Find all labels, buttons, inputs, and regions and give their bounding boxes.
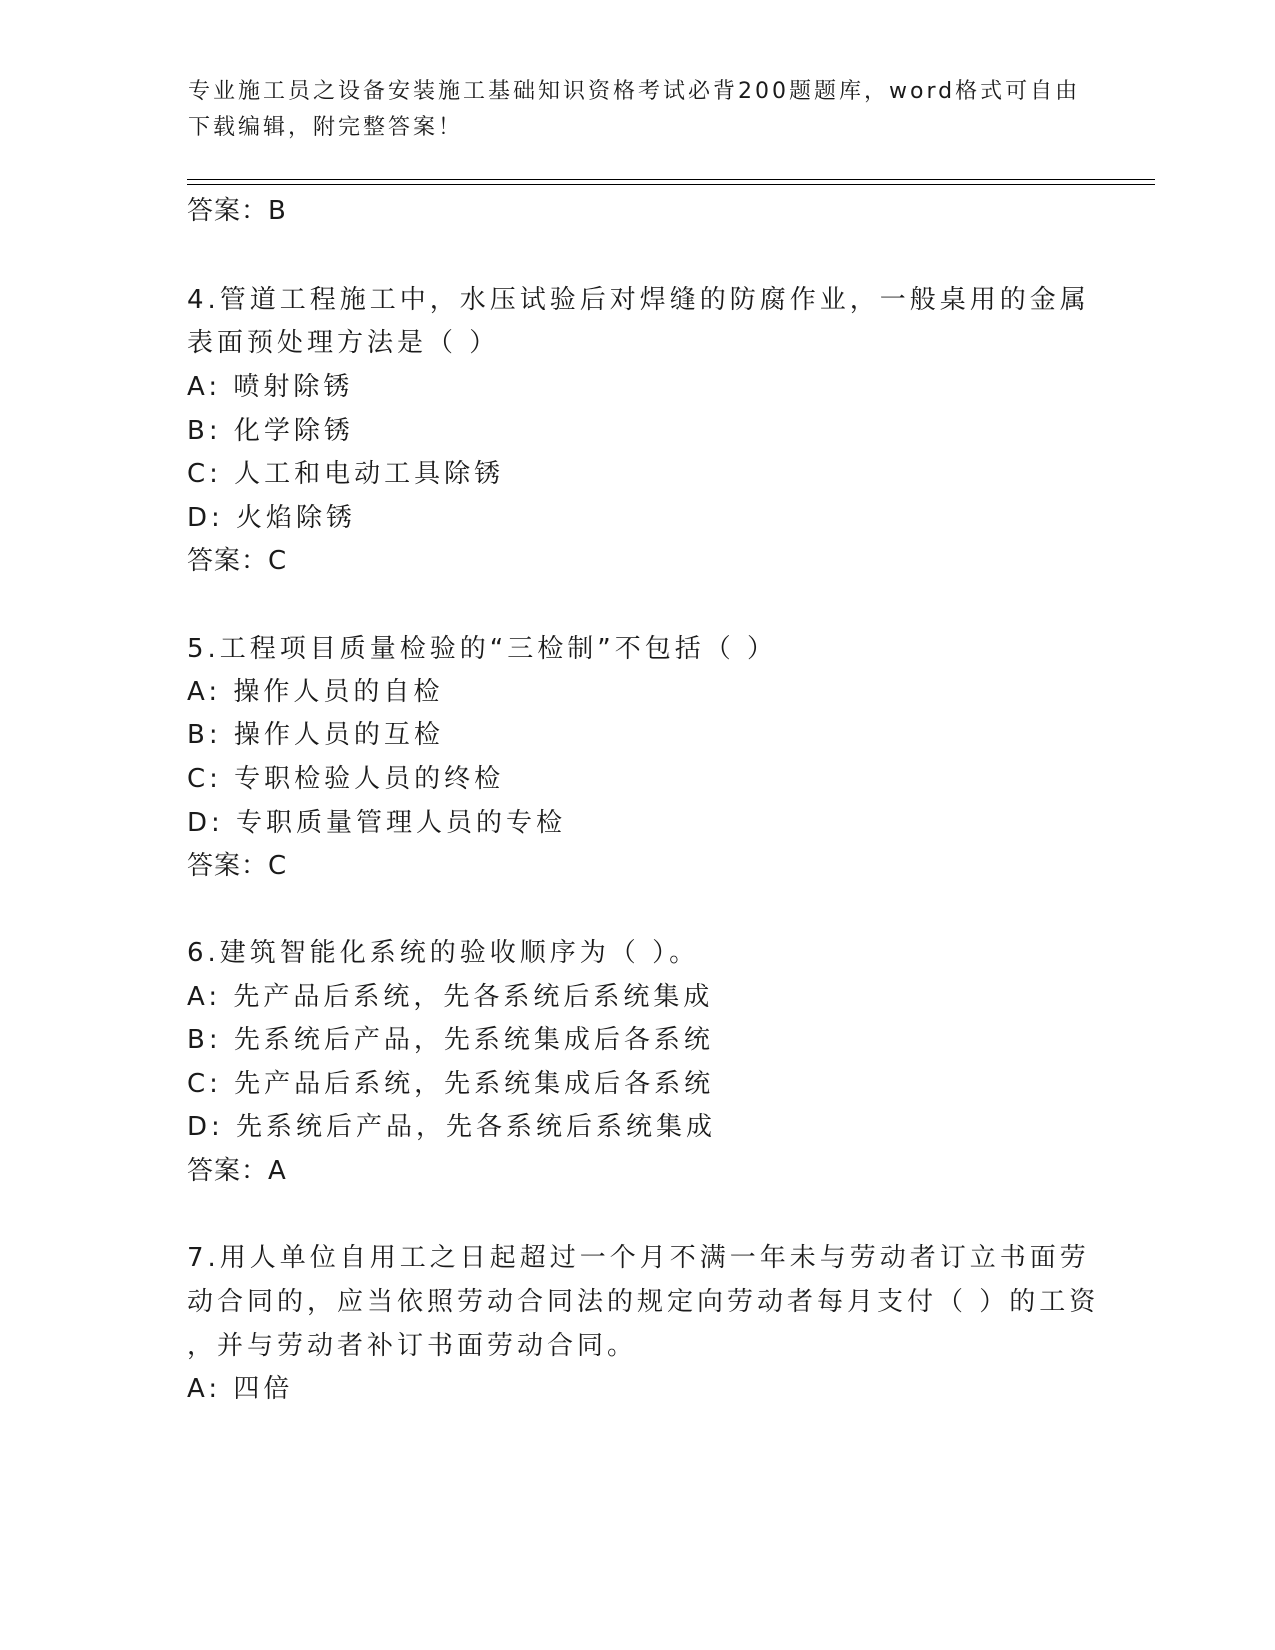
question-4-answer: 答案：C — [187, 546, 288, 576]
question-4-option-c: C: 人工和电动工具除锈 — [187, 459, 505, 489]
question-4-option-a: A: 喷射除锈 — [187, 372, 354, 402]
question-7-option-a: A: 四倍 — [187, 1374, 294, 1404]
question-5-option-a: A: 操作人员的自检 — [187, 677, 444, 707]
document-header — [188, 74, 1088, 146]
question-7-stem-line-3: ，并与劳动者补订书面劳动合同。 — [187, 1331, 638, 1361]
question-6-option-d: D: 先系统后产品，先各系统后系统集成 — [187, 1112, 717, 1142]
question-4-option-b: B: 化学除锈 — [187, 416, 354, 446]
question-7-stem-line-2: 动合同的，应当依照劳动合同法的规定向劳动者每月支付（ ）的工资 — [187, 1287, 1100, 1317]
header-line-2: 下载编辑，附完整答案！ — [188, 115, 464, 140]
answer-line: 答案：B — [187, 196, 287, 226]
question-5-option-b: B: 操作人员的互检 — [187, 720, 444, 750]
question-4-option-d: D: 火焰除锈 — [187, 503, 357, 533]
question-4-stem-line-1: 4.管道工程施工中，水压试验后对焊缝的防腐作业，一般桌用的金属 — [187, 285, 1090, 315]
question-6-option-c: C: 先产品后系统，先系统集成后各系统 — [187, 1069, 715, 1099]
question-6-stem: 6.建筑智能化系统的验收顺序为（ ）。 — [187, 938, 700, 968]
question-5-option-c: C: 专职检验人员的终检 — [187, 764, 505, 794]
question-6-option-b: B: 先系统后产品，先系统集成后各系统 — [187, 1025, 714, 1055]
question-5-option-d: D: 专职质量管理人员的专检 — [187, 808, 567, 838]
header-divider-bottom — [187, 184, 1155, 185]
question-6-answer: 答案：A — [187, 1156, 287, 1186]
header-divider-top — [187, 179, 1155, 180]
question-4-stem-line-2: 表面预处理方法是（ ） — [187, 328, 500, 358]
question-5-answer: 答案：C — [187, 851, 288, 881]
header-line-1: 专业施工员之设备安装施工基础知识资格考试必背200题题库，word格式可自由 — [188, 79, 1081, 104]
question-5-stem: 5.工程项目质量检验的“三检制”不包括（ ） — [187, 634, 778, 664]
question-7-stem-line-1: 7.用人单位自用工之日起超过一个月不满一年未与劳动者订立书面劳 — [187, 1243, 1090, 1273]
question-6-option-a: A: 先产品后系统，先各系统后系统集成 — [187, 982, 714, 1012]
